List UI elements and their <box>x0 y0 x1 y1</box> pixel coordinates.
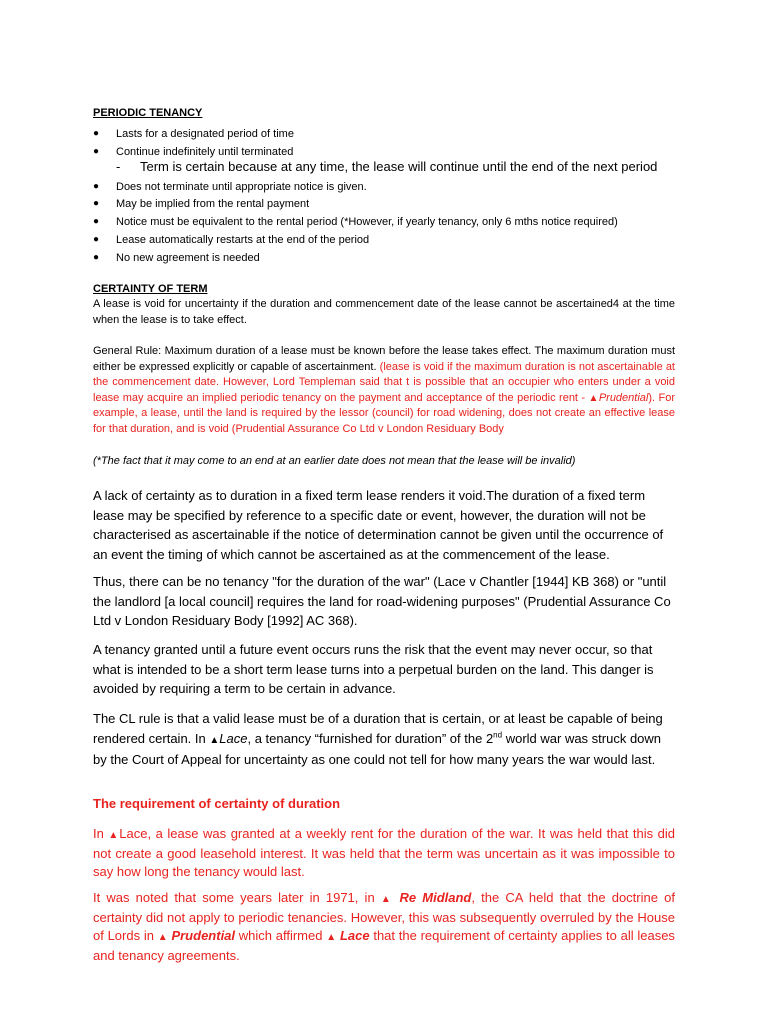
paragraph-thus: Thus, there can be no tenancy "for the duration of the war" (Lace v Chantler [1944] KB 368) or "until the landlord [a local council] requires the land for road-widening purposes" (Prudential Assurance Co Ltd v London Residuary Body [1992] AC 368). <box>93 574 671 628</box>
midland-text-3: which affirmed <box>238 928 323 943</box>
list-item-text: No new agreement is needed <box>116 252 260 264</box>
midland-text-4: that the requirement of certainty applies to all leases and tenancy agreements. <box>93 928 675 963</box>
superscript: nd <box>493 730 503 740</box>
list-item-text: Does not terminate until appropriate notice is given. <box>116 181 367 193</box>
cl-rule-text-2: , a tenancy “furnished for duration” of the 2 <box>247 730 494 746</box>
general-rule-red-text-2: ). For example, a lease, until the land is required by the lessor (council) for road widening, does not create an effective lease for that duration, and is void (Prudential Assurance Co Ltd v London Residuary Body <box>93 391 676 435</box>
bullet-icon: ● <box>93 216 100 227</box>
note: (*The fact that it may come to an end at an earlier date does not mean that the lease will be invalid) <box>93 455 576 467</box>
midland-text-2: , the CA held that the doctrine of certainty did not apply to periodic tenancies. However, this was subsequently overruled by the House of Lords in <box>93 890 675 943</box>
paragraph-intro: A lease is void for uncertainty if the duration and commencement date of the lease cannot be ascertained4 at the time when the lease is to take effect. <box>93 298 675 326</box>
triangle-icon: ▲ <box>108 830 120 841</box>
bullet-icon: ● <box>93 252 100 263</box>
general-rule-red-text: (lease is void if the maximum duration is not ascertainable at the commencement date. However, Lord Templeman said that t is possible that an occupier who enters under a void lease may acquire an implied periodic tenancy on the payment and acceptance of the periodic rent - <box>93 360 675 404</box>
case-name: Prudential <box>171 928 236 943</box>
triangle-icon: ▲ <box>380 894 394 905</box>
bullet-icon: ● <box>93 234 100 245</box>
heading-requirement: The requirement of certainty of duration <box>93 796 341 811</box>
midland-text: It was noted that some years later in 1971, in <box>93 890 375 905</box>
cl-rule-text-3: world war was struck down by the Court of Appeal for uncertainty as one could not tell for how many years the war would last. <box>93 730 662 767</box>
paragraph-general-rule <box>93 344 675 437</box>
list-item-text: Lasts for a designated period of time <box>116 128 294 140</box>
triangle-icon: ▲ <box>209 734 220 746</box>
general-rule-text: General Rule: Maximum duration of a lease must be known before the lease takes effect. The maximum duration must either be expressed explicitly or capable of ascertainment. <box>93 345 675 373</box>
bullet-icon: ● <box>93 128 100 139</box>
lace-text-2: , a lease was granted at a weekly rent for the duration of the war. It was held that this did not create a good leasehold interest. It was held that the term was uncertain as it was impossible to say how long the tenancy would last. <box>93 826 675 879</box>
case-name: Lace <box>339 928 370 943</box>
list-item-text: Notice must be equivalent to the rental period (*However, if yearly tenancy, only 6 mths notice required) <box>116 216 618 228</box>
cl-rule-text: The CL rule is that a valid lease must be of a duration that is certain, or at least be capable of being rendered certain. In <box>93 711 663 746</box>
sub-point <box>116 159 657 174</box>
paragraph-future-event: A tenancy granted until a future event occurs runs the risk that the event may never occur, so that what is intended to be a short term lease turns into a perpetual burden on the land. This danger is avoided by requiring a term to be certain in advance. <box>93 642 654 696</box>
paragraph-lack-of-certainty: A lack of certainty as to duration in a fixed term lease renders it void.The duration of a fixed term lease may be specified by reference to a specific date or event, however, the duration will not be characterised as ascertainable if the notice of determination cannot be given until the occurrence of an event the timing of which cannot be ascertained as at the commencement of the lease. <box>93 488 664 562</box>
case-name: Prudential <box>598 391 649 404</box>
case-name: Lace <box>119 826 148 841</box>
list-item-text: May be implied from the rental payment <box>116 198 310 210</box>
heading-periodic-tenancy: PERIODIC TENANCY <box>93 107 203 119</box>
triangle-icon: ▲ <box>157 932 168 943</box>
paragraph-re-midland <box>93 889 675 965</box>
paragraph-cl-rule <box>93 709 675 770</box>
triangle-icon: ▲ <box>326 932 337 943</box>
bullet-icon: ● <box>93 146 100 157</box>
list-item-text: Continue indefinitely until terminated <box>116 146 294 158</box>
sub-point-text: Term is certain because at any time, the lease will continue until the end of the next period <box>140 159 658 174</box>
case-name: Lace <box>219 730 248 746</box>
list-item-text: Lease automatically restarts at the end of the period <box>116 234 370 246</box>
paragraph-lace <box>93 825 675 881</box>
heading-certainty-of-term: CERTAINTY OF TERM <box>93 283 208 295</box>
bullet-icon: ● <box>93 198 100 209</box>
case-name: Re Midland <box>399 890 472 905</box>
triangle-icon: ▲ <box>588 392 599 404</box>
dash: - <box>116 159 121 174</box>
bullet-icon: ● <box>93 181 100 192</box>
lace-text: In <box>93 826 104 841</box>
